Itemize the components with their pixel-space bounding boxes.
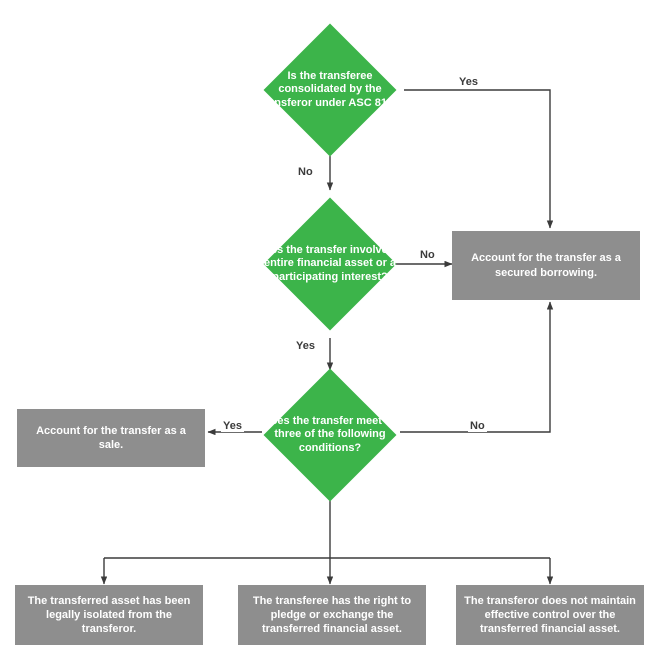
edge-label-d3-no: No xyxy=(470,420,485,432)
outcome-box-sale: Account for the transfer as a sale. xyxy=(17,409,205,467)
outcome-box-secured-borrowing: Account for the transfer as a secured borrowing. xyxy=(452,231,640,300)
edge-label-d2-no: No xyxy=(420,249,435,261)
condition-box-legally-isolated: The transferred asset has been legally isolated from the transferor. xyxy=(15,585,203,645)
condition-box-right-to-pledge: The transferee has the right to pledge or exchange the transferred financial asset. xyxy=(238,585,426,645)
decision-label-transferee-consolidated: Is the transferee consolidated by the transferor under ASC 810? xyxy=(260,69,400,109)
edge-label-d3-yes: Yes xyxy=(223,420,242,432)
edge-label-d1-yes: Yes xyxy=(459,76,478,88)
condition-box-no-effective-control: The transferor does not maintain effective control over the transferred financial asset. xyxy=(456,585,644,645)
decision-label-entire-financial-asset: Does the transfer involve an entire financial asset or a participating interest? xyxy=(256,243,404,283)
edge-label-d2-yes: Yes xyxy=(296,340,315,352)
decision-label-three-conditions: Does the transfer meet all three of the following conditions? xyxy=(262,414,398,454)
edge-label-d1-no: No xyxy=(298,166,313,178)
